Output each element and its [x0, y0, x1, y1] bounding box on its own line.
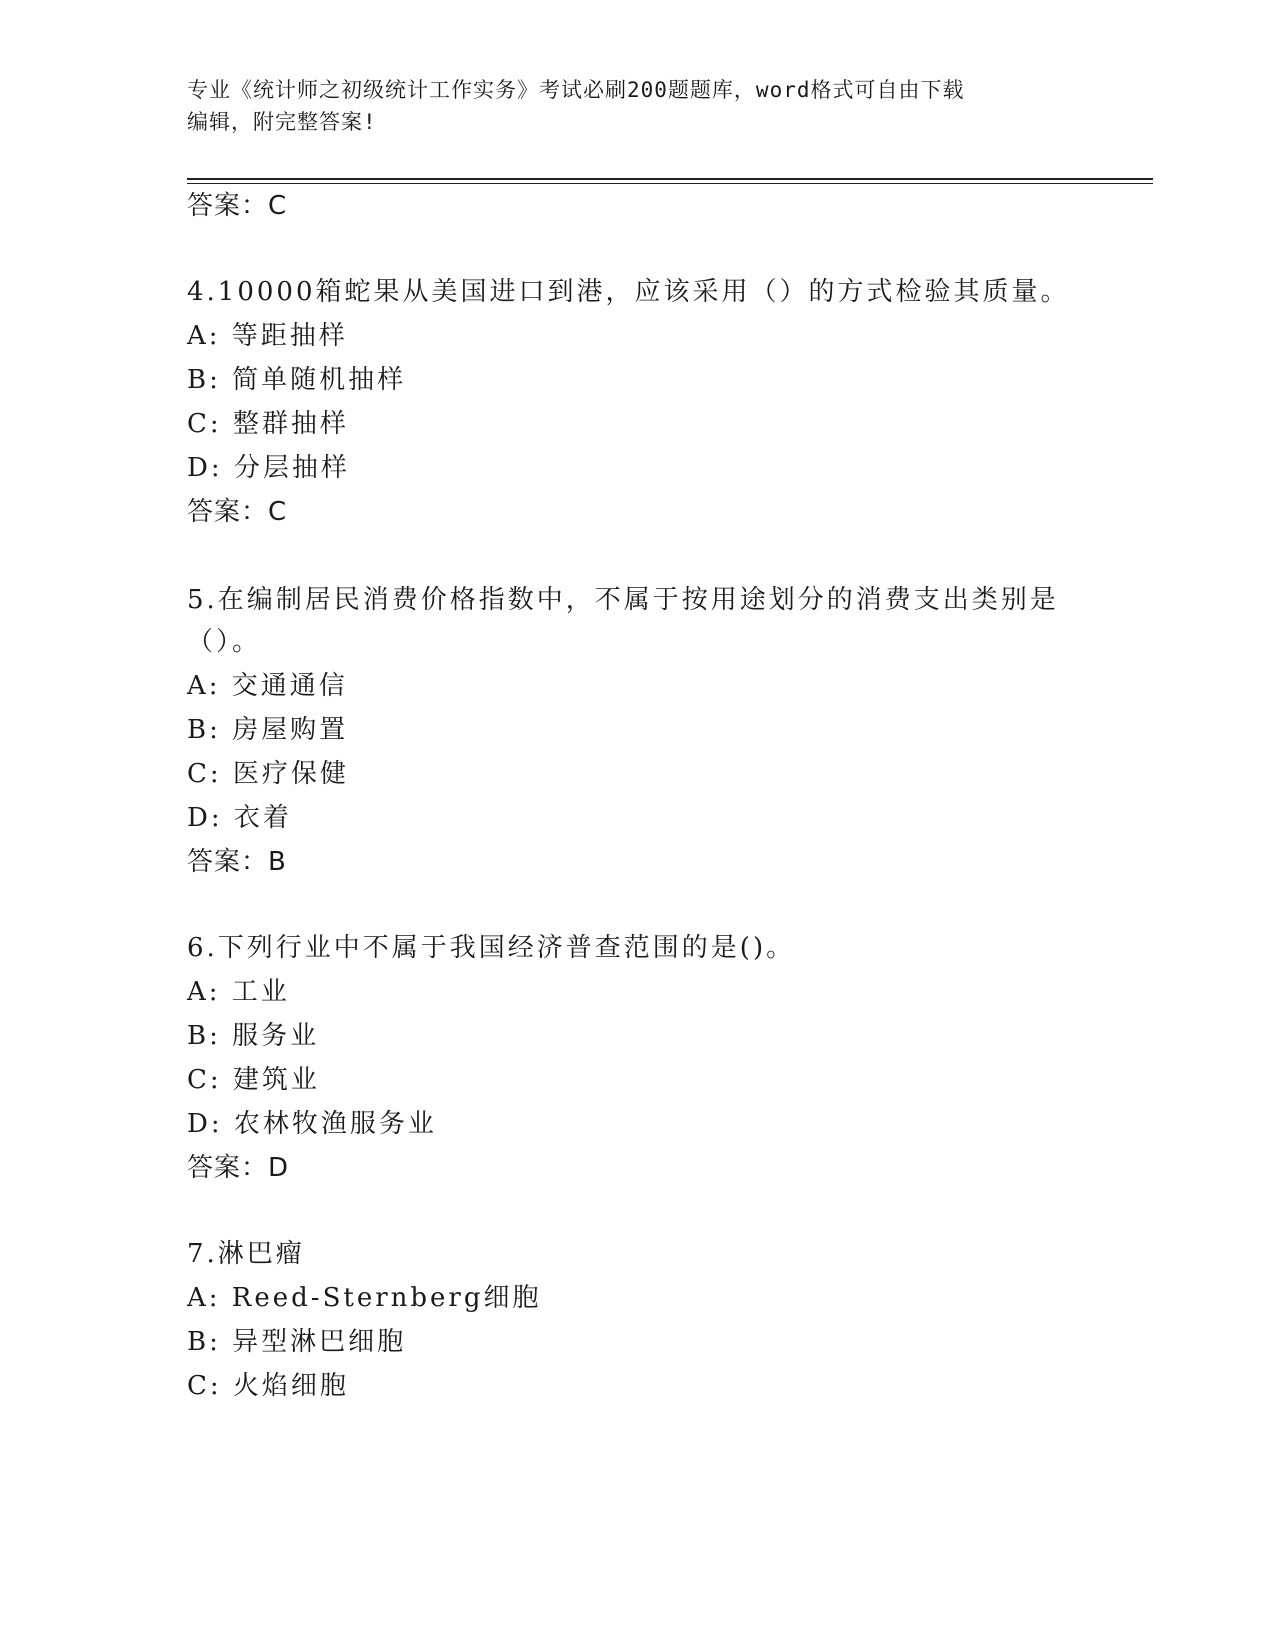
- header-title-line-1: 专业《统计师之初级统计工作实务》考试必刷200题题库，word格式可自由下载: [187, 78, 965, 102]
- option-c-q6: C: 建筑业: [187, 1065, 320, 1095]
- option-b-q6: B: 服务业: [187, 1021, 320, 1051]
- option-c-q5: C: 医疗保健: [187, 759, 349, 789]
- question-stem-6: 6.下列行业中不属于我国经济普查范围的是()。: [187, 933, 796, 963]
- header-divider-thin: [187, 183, 1153, 184]
- answer-label: 答案：: [187, 497, 269, 527]
- answer-value: C: [268, 191, 288, 221]
- option-a-q7: A: Reed-Sternberg细胞: [187, 1283, 542, 1313]
- option-d-q5: D: 衣着: [187, 803, 292, 833]
- answer-line-q6: [187, 1152, 289, 1184]
- answer-line-q5: [187, 846, 287, 878]
- question-stem-7: 7.淋巴瘤: [187, 1239, 305, 1269]
- option-b-q7: B: 异型淋巴细胞: [187, 1327, 407, 1357]
- option-c-q4: C: 整群抽样: [187, 409, 349, 439]
- answer-line-q4: [187, 496, 287, 528]
- question-stem-4: 4.10000箱蛇果从美国进口到港，应该采用（）的方式检验其质量。: [187, 277, 1070, 307]
- question-stem-5-line-1: 5.在编制居民消费价格指数中，不属于按用途划分的消费支出类别是: [187, 585, 1059, 615]
- answer-label: 答案：: [187, 1153, 269, 1183]
- option-b-q4: B: 简单随机抽样: [187, 365, 407, 395]
- option-c-q7: C: 火焰细胞: [187, 1371, 349, 1401]
- document-header: [187, 74, 1067, 138]
- option-a-q4: A: 等距抽样: [187, 321, 348, 351]
- answer-line-q3: [187, 190, 287, 222]
- option-a-q6: A: 工业: [187, 977, 290, 1007]
- answer-value: B: [268, 847, 287, 877]
- option-d-q4: D: 分层抽样: [187, 453, 350, 483]
- answer-value: D: [268, 1153, 290, 1183]
- option-b-q5: B: 房屋购置: [187, 715, 349, 745]
- answer-label: 答案：: [187, 847, 269, 877]
- option-a-q5: A: 交通通信: [187, 671, 348, 701]
- question-stem-5-line-2: （）。: [187, 627, 262, 657]
- header-divider-thick: [187, 178, 1153, 180]
- answer-value: C: [268, 497, 288, 527]
- header-title-line-2: 编辑，附完整答案!: [187, 110, 377, 134]
- answer-label: 答案：: [187, 191, 269, 221]
- option-d-q6: D: 农林牧渔服务业: [187, 1109, 437, 1139]
